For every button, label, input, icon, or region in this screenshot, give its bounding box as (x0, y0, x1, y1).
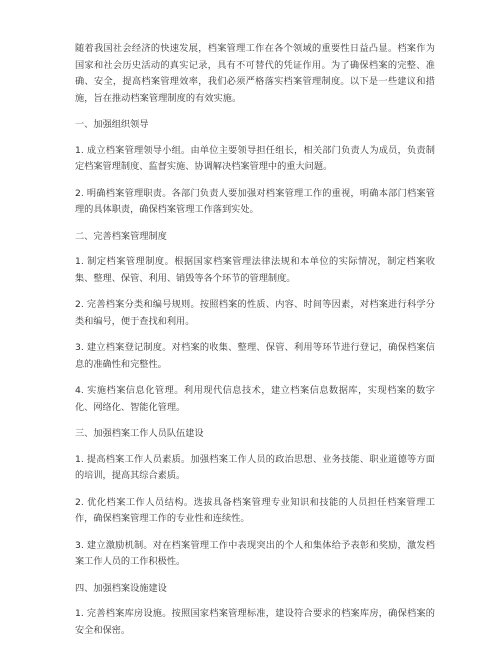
document-body (75, 41, 435, 649)
list-item: 3. 建立档案登记制度。对档案的收集、整理、保管、利用等环节进行登记，确保档案信息的准确性和完整性。 (75, 342, 435, 370)
list-item: 2. 完善档案分类和编号规则。按照档案的性质、内容、时间等因素，对档案进行科学分类和编号，便于查找和利用。 (75, 299, 435, 327)
list-item: 2. 明确档案管理职责。各部门负责人要加强对档案管理工作的重视，明确本部门档案管理的具体职责，确保档案管理工作落到实处。 (75, 187, 435, 215)
section-heading: 四、加强档案设施建设 (75, 582, 167, 594)
section-heading: 二、完善档案管理制度 (75, 230, 167, 242)
intro-paragraph: 随着我国社会经济的快速发展，档案管理工作在各个领域的重要性日益凸显。档案作为国家和社会历史活动的真实记录，具有不可替代的凭证作用。为了确保档案的完整、准确、安全，提高档案管理效率，我们必须严格落实档案管理制度。以下是一些建议和措施，旨在推动档案管理制度的有效实施。 (75, 43, 435, 104)
section-heading: 一、加强组织领导 (75, 119, 149, 130)
list-item: 1. 提高档案工作人员素质。加强档案工作人员的政治思想、业务技能、职业道德等方面的培训，提高其综合素质。 (75, 453, 435, 481)
list-item: 1. 制定档案管理制度。根据国家档案管理法律法规和本单位的实际情况，制定档案收集、整理、保管、利用、销毁等各个环节的管理制度。 (75, 256, 435, 284)
list-item: 1. 完善档案库房设施。按照国家档案管理标准，建设符合要求的档案库房，确保档案的安全和保密。 (75, 608, 435, 636)
list-item: 3. 建立激励机制。对在档案管理工作中表现突出的个人和集体给予表彰和奖励，激发档案工作人员的工作积极性。 (75, 539, 435, 567)
list-item: 2. 优化档案工作人员结构。选拔具备档案管理专业知识和技能的人员担任档案管理工作，确保档案管理工作的专业性和连续性。 (75, 496, 435, 524)
list-item: 4. 实施档案信息化管理。利用现代信息技术，建立档案信息数据库，实现档案的数字化、网络化、智能化管理。 (75, 385, 435, 413)
list-item: 1. 成立档案管理领导小组。由单位主要领导担任组长，相关部门负责人为成员，负责制定档案管理制度、监督实施、协调解决档案管理中的重大问题。 (75, 144, 435, 172)
section-heading: 三、加强档案工作人员队伍建设 (75, 428, 204, 439)
